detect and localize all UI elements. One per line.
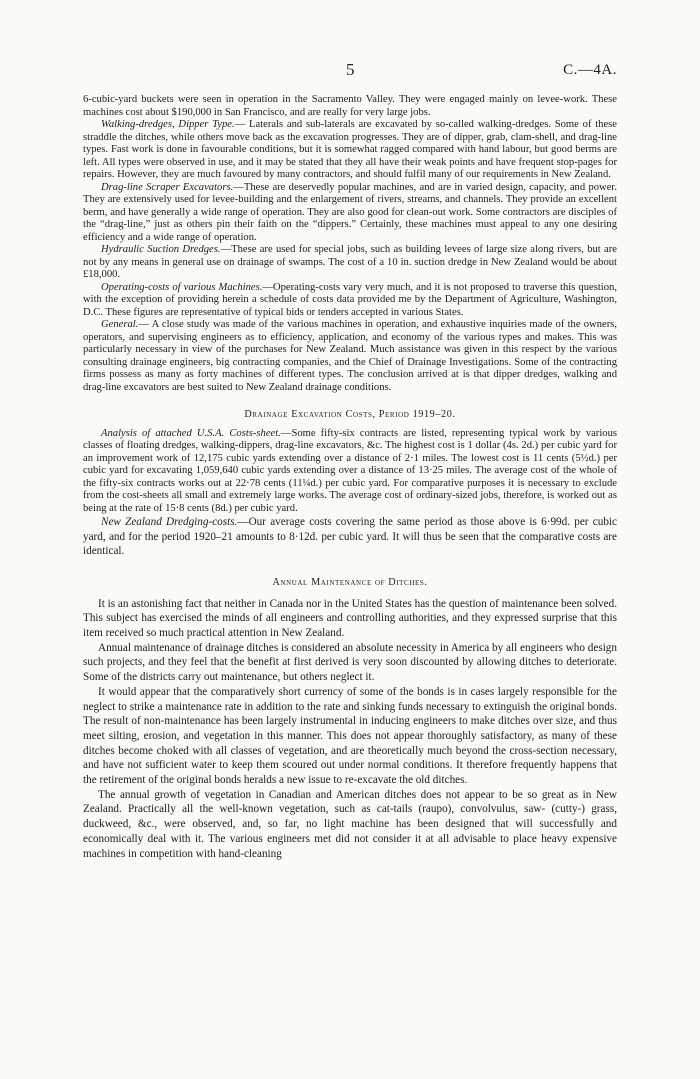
paragraph-usa-costs [83,428,617,516]
maintenance-section [83,597,617,862]
run-in-heading: Drag-line Scraper Excavators. [101,181,234,193]
run-in-heading: Analysis of attached U.S.A. Costs-sheet. [101,427,281,439]
section-heading-costs: Drainage Excavation Costs, Period 1919–20. [244,409,456,420]
run-in-heading: New Zealand Dredging-costs. [101,516,238,528]
section-heading-maintenance: Annual Maintenance of Ditches. [272,577,428,589]
page-header [83,0,617,94]
machines-section [83,94,617,394]
paragraph-maintenance-4: The annual growth of vegetation in Canadian and American ditches does not appear to be so great as in New Zealand. Practically all the well-known vegetation, such as cat-tails (raupo), convolvulus, saw- (cutty-) grass, duckweed, &c., were observed, and, so far, no light machine has been designed that will successfully and economically deal with it. The various engineers met did not consider it at all advisable to place heavy expensive machines in competition with hand-cleaning [83,788,617,860]
paragraph-nz-costs [83,515,617,559]
paragraph-text: —Some fifty-six contracts are listed, representing typical work by various classes of floating dredges, walking-dippers, drag-line excavators, &c. The highest cost is 1 dollar (4s. 2d.) per cubic yard for an improvement work of 12,175 cubic yards extending over a distance of 2·1 miles. The lowest cost is 11 cents (5½d.) per cubic yard for excavating 1,059,640 cubic yards extending over a distance of 13·25 miles. The average cost of the whole of the fifty-six contracts works out at 22·78 cents (11¼d.) per cubic yard. For comparative purposes it is necessary to exclude from the cost-sheets all small and extremely large works. The average cost of ordinary-sized jobs, therefore, is worked out as being at the rate of 15·8 cents (8d.) per cubic yard. [83,427,617,514]
paragraph-text: —Operating-costs vary very much, and it is not proposed to traverse this question, with the exception of providing herein a schedule of costs data provided me by the Department of Agriculture, Washington, D.C. These figures are representative of typical bids or tenders accepted in various States. [83,281,617,318]
paragraph-text: — A close study was made of the various machines in operation, and exhaustive inquiries made of the owners, operators, and supervising engineers as to efficiency, application, and economy of the various types and makes. This was particularly necessary in view of the purchases for New Zealand. Much assistance was given in this respect by the various consulting drainage engineers, big contracting companies, and the Chief of Drainage Investigations. Some of the contracting firms possess as many as forty machines of different types. The conclusion arrived at is that dipper dredges, walking and drag-line excavators are best suited to New Zealand drainage conditions. [83,319,617,393]
paragraph-operating-costs [83,282,617,320]
run-in-heading: Walking-dredges, Dipper Type. [101,119,235,130]
page-number: 5 [346,60,355,79]
paragraph-walking-dredges [83,119,617,182]
paragraph-bucket-dredges: 6-cubic-yard buckets were seen in operation in the Sacramento Valley. They were engaged mainly on levee-work. These machines cost about $190,000 in San Francisco, and are really for very large jobs. [83,94,617,118]
paragraph-hydraulic [83,244,617,282]
paragraph-text: — Laterals and sub-laterals are excavated by so-called walking-dredges. Some of these straddle the ditches, while others move back as the excavation progresses. They are of dipper, grab, clam-shell, and drag-line types. Fast work is done in favourable conditions, but it is somewhat ragged compared with hand labour, but good berms are left. All types were observed in use, and it may be stated that they all have their weak points and have frequent stop-pages for repairs. However, they are much favoured by many contractors, and should fulfil many of our requirements in New Zealand. [83,119,617,180]
costs-section [83,428,617,560]
paragraph-text: —Our average costs covering the same period as those above is 6·99d. per cubic yard, and for the period 1920–21 amounts to 8·12d. per cubic yard. It will thus be seen that the comparative costs are identical. [83,516,617,558]
paragraph-text: —These are used for special jobs, such as building levees of large size along rivers, but are not by any means in general use on drainage of swamps. The cost of a 10 in. suction dredge in New Zealand would be about £18,000. [83,244,617,280]
run-in-heading: Operating-costs of various Machines. [101,281,263,293]
paragraph-maintenance-3: It would appear that the comparatively short currency of some of the bonds is in cases largely responsible for the neglect to strike a maintenance rate in addition to the rate and sinking funds necessary to extinguish the original bonds. The result of non-maintenance has been largely instrumental in inducing engineers to make ditches over size, and thus meet silting, erosion, and vegetation in this manner. This does not appear thoroughly satisfactory, as many of these ditches become choked with all classes of vegetation, and are theoretically much beyond the cross-section necessary, and have not sufficient water to keep them scoured out under normal conditions. It therefore frequently happens that the retirement of the original bonds heralds a new issue to re-excavate the old ditches. [83,685,617,787]
run-in-heading: Hydraulic Suction Dredges. [101,244,221,255]
paragraph-drag-line [83,182,617,245]
run-in-heading: General. [101,319,139,330]
paragraph-text: —These are deservedly popular machines, and are in varied design, capacity, and power. They are extensively used for levee-building and the enlargement of rivers, streams, and channels. They provide an excellent berm, and have generally a wide range of operation. They are also good for clean-out work. Some contractors are disciples of the “drag-line,” just as others pin their faith on the “dippers.” Certainly, these machines must appeal to any one desiring efficiency and a wide range of operation. [83,181,617,243]
paragraph-maintenance-1: It is an astonishing fact that neither in Canada nor in the United States has the question of maintenance been solved. This subject has exercised the minds of all engineers and controlling authorities, and they expressed surprise that this item received so much practical attention in New Zealand. [83,597,617,640]
paragraph-general [83,319,617,394]
document-code: C.—4A. [563,62,617,78]
paragraph-maintenance-2: Annual maintenance of drainage ditches is considered an absolute necessity in America by all engineers who design such projects, and they feel that the benefit at first derived is very soon discounted by allowing ditches to deteriorate. Some of the districts carry out maintenance, but others neglect it. [83,641,617,684]
